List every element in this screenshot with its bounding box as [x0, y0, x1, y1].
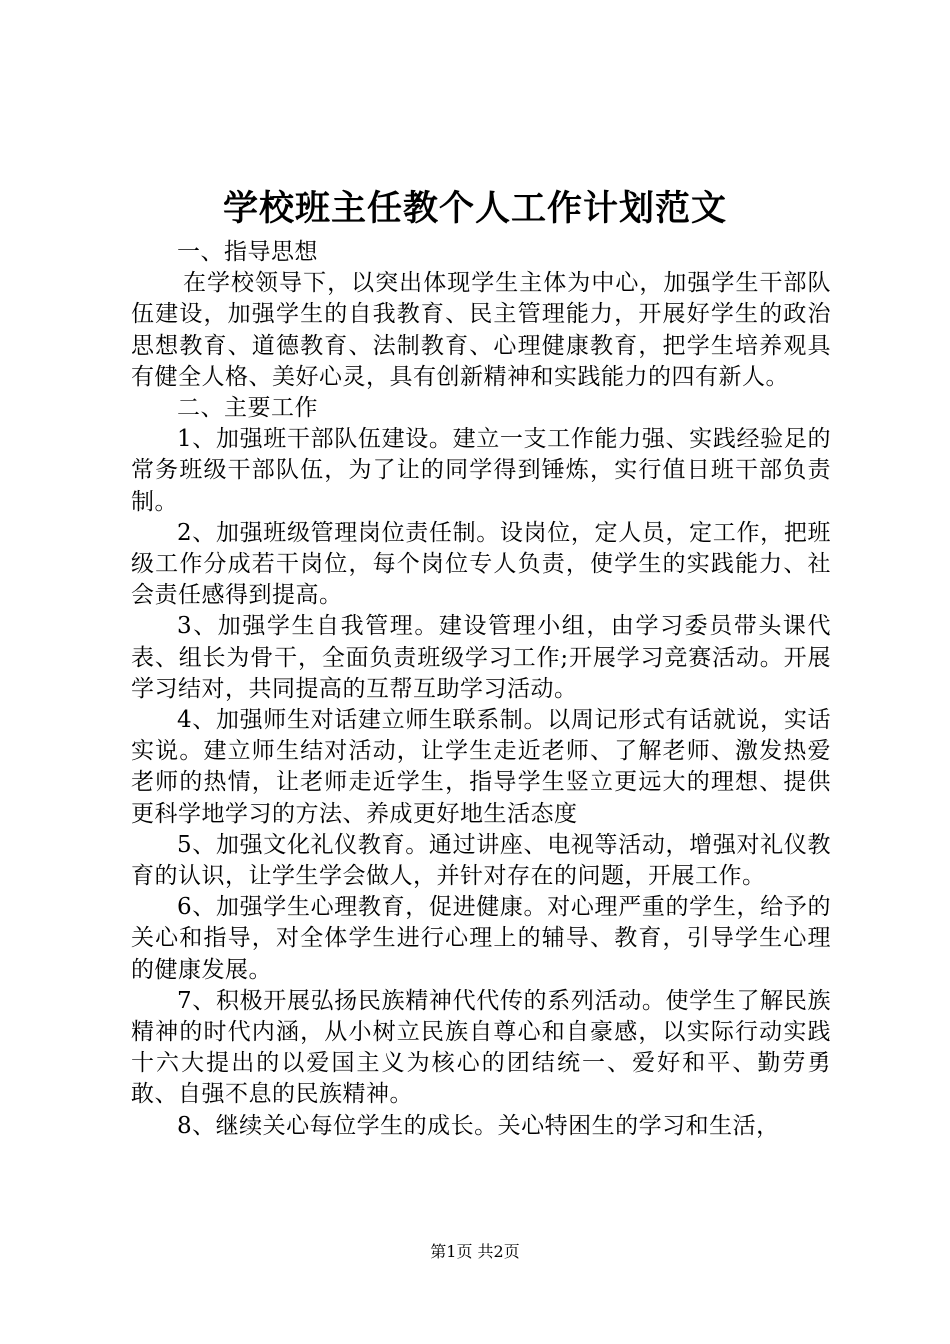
- paragraph-item-7: 7、积极开展弘扬民族精神代代传的系列活动。使学生了解民族精神的时代内涵，从小树立民族自尊心和自豪感，以实际行动实践十六大提出的以爱国主义为核心的团结统一、爱好和平、勤劳勇敢、自强不息的民族精神。: [131, 987, 831, 1108]
- document-title: 学校班主任教个人工作计划范文: [222, 188, 727, 229]
- paragraph-item-1: 1、加强班干部队伍建设。建立一支工作能力强、实践经验足的常务班级干部队伍，为了让的同学得到锤炼，实行值日班干部负责制。: [131, 426, 831, 515]
- section-heading-main-work: 二、主要工作: [177, 395, 318, 422]
- paragraph-item-8: 8、继续关心每位学生的成长。关心特困生的学习和生活，: [177, 1112, 780, 1139]
- paragraph-item-4: 4、加强师生对话建立师生联系制。以周记形式有话就说，实话实说。建立师生结对活动，让学生走近老师、了解老师、激发热爱老师的热情，让老师走近学生，指导学生竖立更远大的理想、提供更科学地学习的方法、养成更好地生活态度: [131, 707, 831, 827]
- paragraph-item-2: 2、加强班级管理岗位责任制。设岗位，定人员，定工作，把班级工作分成若干岗位，每个岗位专人负责，使学生的实践能力、社会责任感得到提高。: [131, 519, 831, 609]
- document-body: [131, 237, 831, 1142]
- paragraph-guiding-ideology: 在学校领导下，以突出体现学生主体为中心，加强学生干部队伍建设，加强学生的自我教育、民主管理能力，开展好学生的政治思想教育、道德教育、法制教育、心理健康教育，把学生培养观具有健全人格、美好心灵，具有创新精神和实践能力的四有新人。: [131, 270, 831, 390]
- page-footer: 第1页 共2页: [430, 1242, 520, 1261]
- paragraph-item-3: 3、加强学生自我管理。建设管理小组，由学习委员带头课代表、组长为骨干，全面负责班级学习工作;开展学习竞赛活动。开展学习结对，共同提高的互帮互助学习活动。: [131, 613, 831, 702]
- paragraph-item-5: 5、加强文化礼仪教育。通过讲座、电视等活动，增强对礼仪教育的认识，让学生学会做人，并针对存在的问题，开展工作。: [131, 831, 831, 890]
- paragraph-item-6: 6、加强学生心理教育，促进健康。对心理严重的学生，给予的关心和指导，对全体学生进行心理上的辅导、教育，引导学生心理的健康发展。: [131, 894, 831, 983]
- section-heading-guiding-ideology: 一、指导思想: [177, 239, 318, 265]
